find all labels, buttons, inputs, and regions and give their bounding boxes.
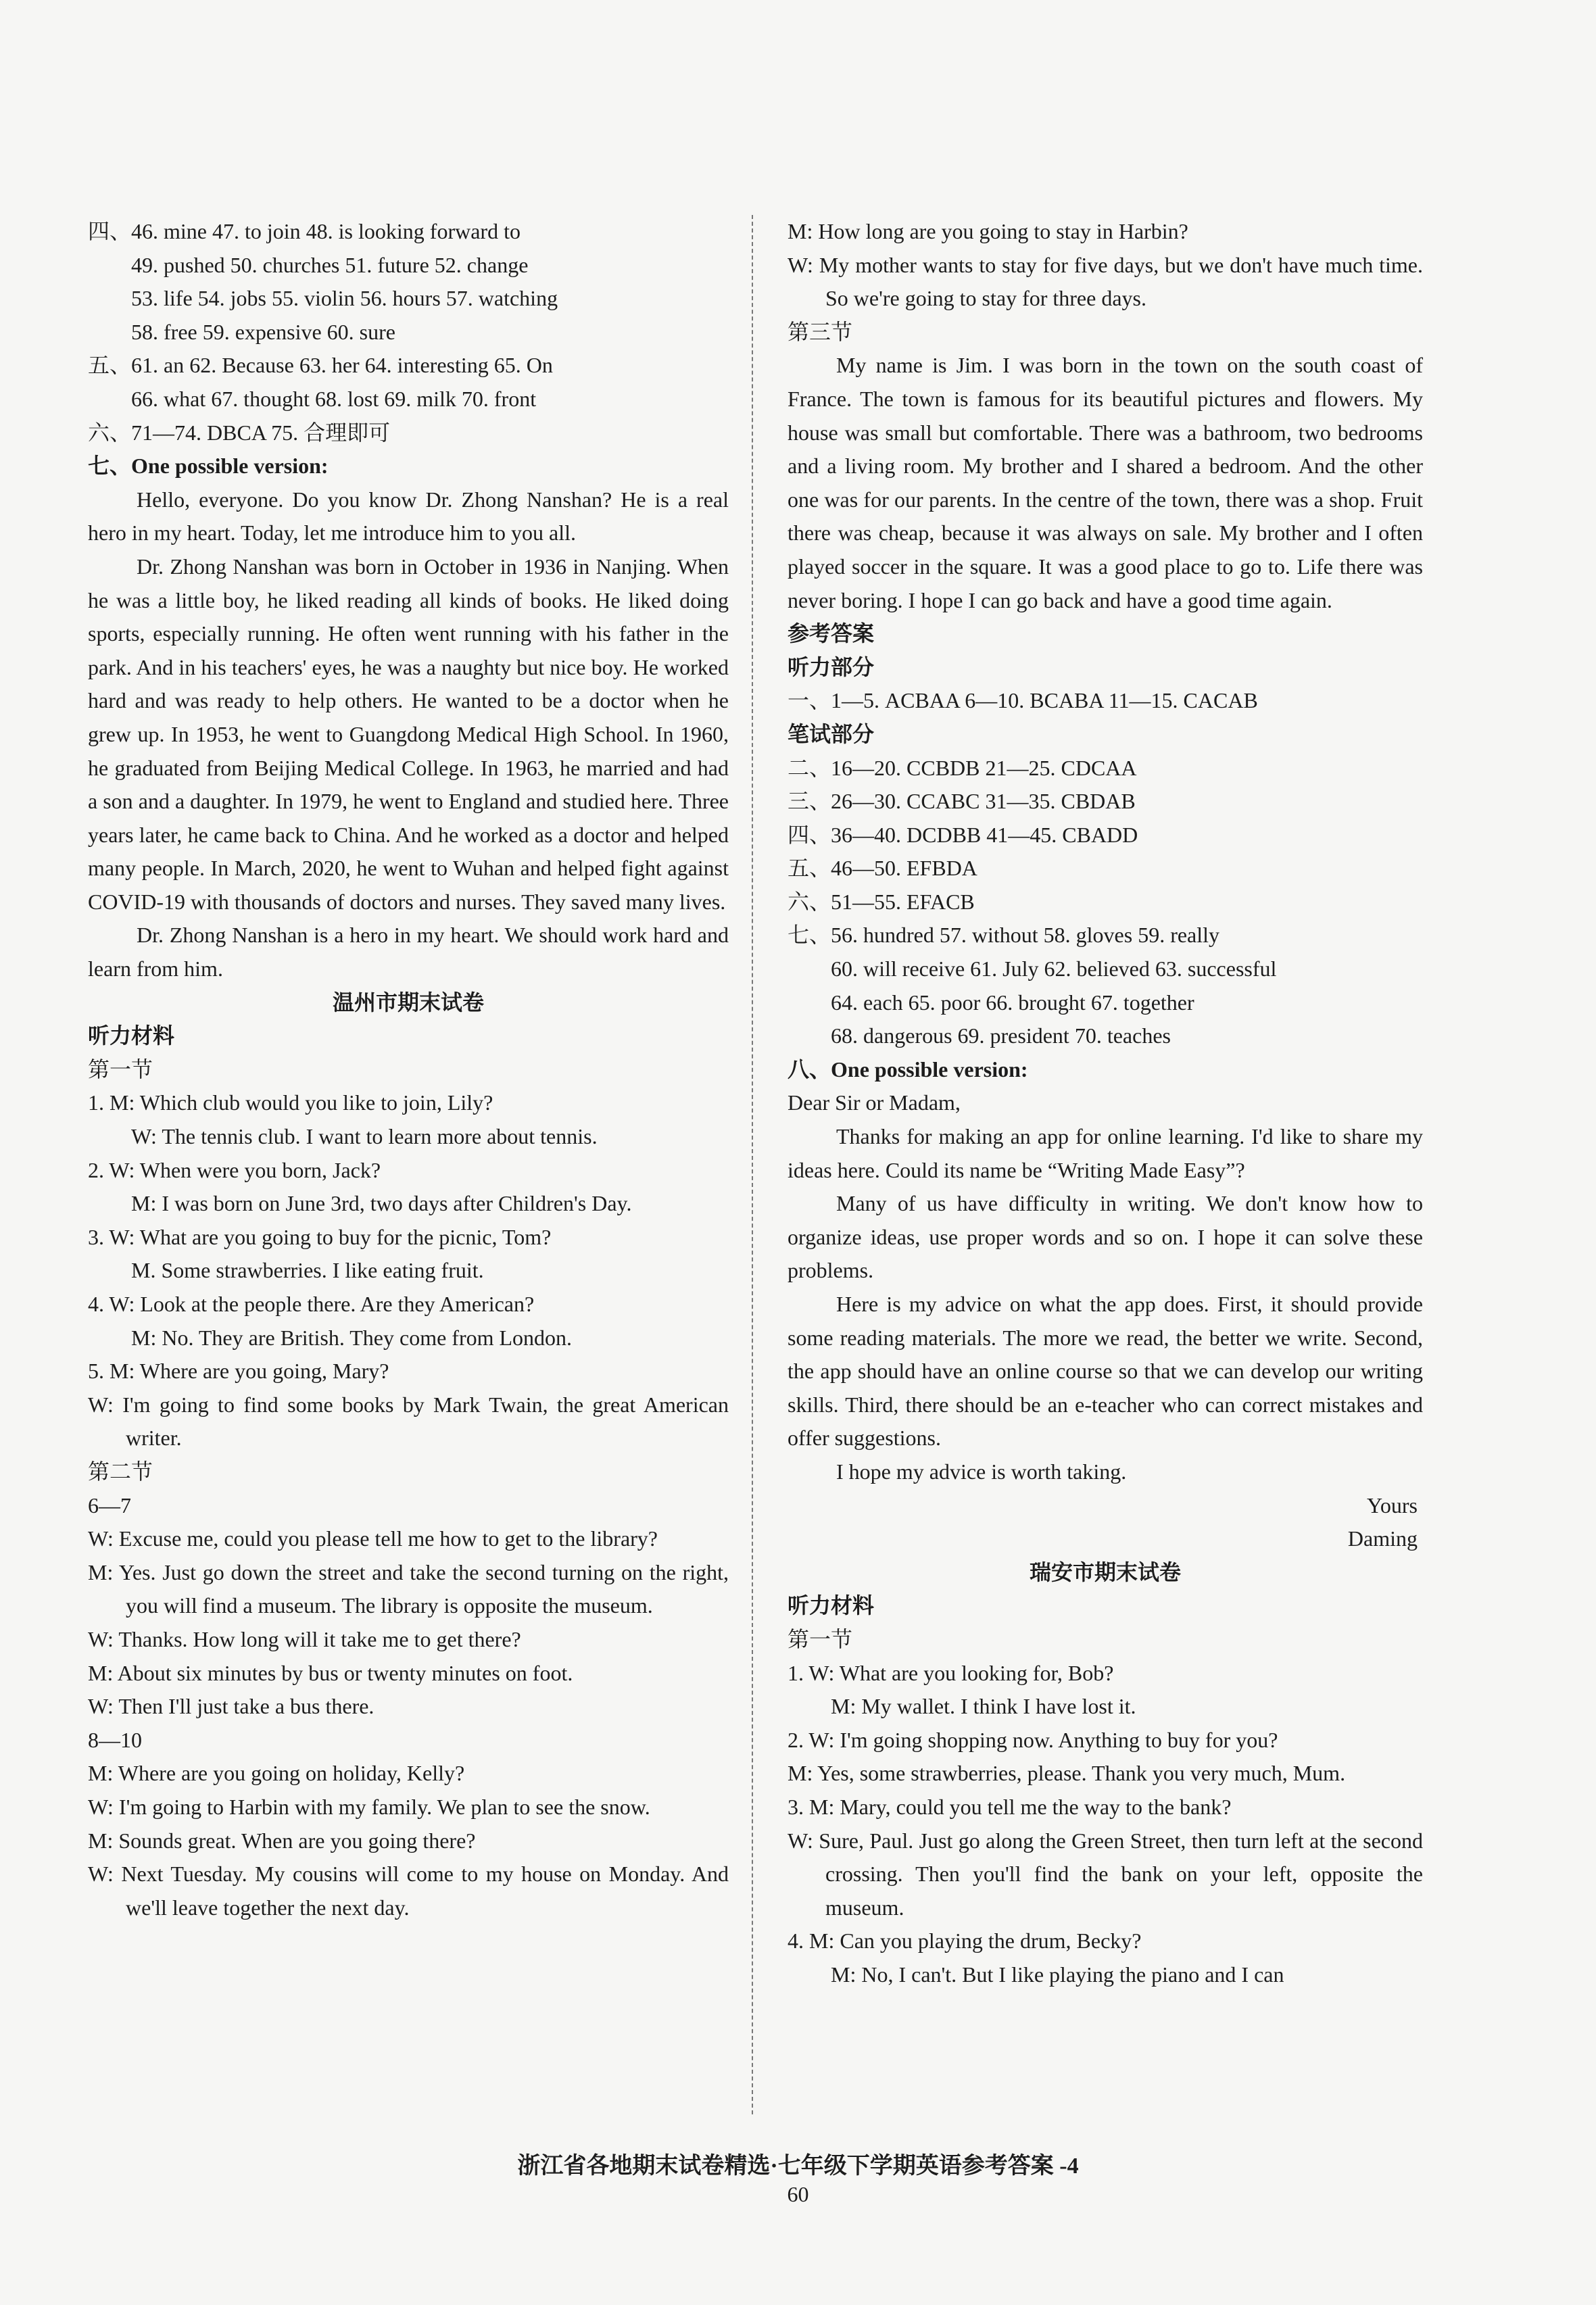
right-text-line: 听力材料 <box>788 1593 875 1618</box>
right-text-line: M: My wallet. I think I have lost it. <box>831 1694 1136 1719</box>
left-text-line: Dr. Zhong Nanshan was born in October in 1936 in Nanjing. When he was a little boy, he liked reading all kinds of books. He liked doing sports, especially running. He often went running with his father in the park. And in his teachers' eyes, he was a naughty but nice boy. He worked hard and was ready to help others. He wanted to be a doctor when he grew up. In 1953, he went to Guangdong Medical High School. In 1960, he graduated from Beijing Medical College. In 1963, he married and had a son and a daughter. In 1979, he went to England and studied here. Three years later, he came back to China. And he worked as a doctor and helped many people. In March, 2020, he went to Wuhan and helped fight against COVID-19 with thousands of doctors and nurses. They saved many lives. <box>88 554 729 914</box>
left-text-line: M: No. They are British. They come from London. <box>131 1325 573 1350</box>
right-text-line: My name is Jim. I was born in the town on the south coast of France. The town is famous for its beautiful pictures and flowers. My house was small but comfortable. There was a bathroom, two bedrooms and a living room. My brother and I shared a bedroom. And the other one was for our parents. In the centre of the town, there was a shop. Fruit there was cheap, because it was always on sale. My brother and I often played soccer in the square. It was a good place to go to. Life there was never boring. I hope I can go back and have a good time again. <box>788 353 1423 612</box>
left-text-line: 听力材料 <box>88 1023 175 1048</box>
left-text-line: 53. life 54. jobs 55. violin 56. hours 57. watching <box>131 286 558 311</box>
right-text-line: 参考答案 <box>788 621 875 646</box>
left-text-line: 1. M: Which club would you like to join, Lily? <box>88 1090 493 1115</box>
left-text-line: W: Then I'll just take a bus there. <box>88 1694 374 1719</box>
left-text-line: M: About six minutes by bus or twenty minutes on foot. <box>88 1660 573 1685</box>
right-text-line: 68. dangerous 69. president 70. teaches <box>831 1023 1171 1048</box>
left-text-line: W: I'm going to find some books by Mark Twain, the great American writer. <box>88 1392 729 1451</box>
left-text-line: W: Excuse me, could you please tell me how to get to the library? <box>88 1526 658 1551</box>
left-text-line: 6—7 <box>88 1493 131 1518</box>
right-text-line: 五、46—50. EFBDA <box>788 856 977 881</box>
right-text-line: 瑞安市期末试卷 <box>1029 1559 1181 1584</box>
left-text-line: 4. W: Look at the people there. Are they American? <box>88 1292 535 1316</box>
left-text-line: Hello, everyone. Do you know Dr. Zhong Nanshan? He is a real hero in my heart. Today, let me introduce him to you all. <box>88 487 729 545</box>
left-text-line: 58. free 59. expensive 60. sure <box>131 319 395 344</box>
right-text-line: 六、51—55. EFACB <box>788 889 975 914</box>
left-text-line: W: I'm going to Harbin with my family. We plan to see the snow. <box>88 1794 650 1819</box>
right-column <box>788 215 1423 1991</box>
page-number: 60 <box>787 2182 809 2206</box>
page-footer: 浙江省各地期末试卷精选·七年级下学期英语参考答案 -4 <box>517 2154 1079 2179</box>
left-column <box>88 215 729 1924</box>
right-text-line: 64. each 65. poor 66. brought 67. together <box>831 990 1194 1015</box>
left-text-line: M: I was born on June 3rd, two days after Children's Day. <box>131 1191 632 1216</box>
right-text-line: Daming <box>1347 1526 1418 1551</box>
right-text-line: Thanks for making an app for online learning. I'd like to share my ideas here. Could its name be “Writing Made Easy”? <box>788 1124 1423 1182</box>
left-text-line: 第二节 <box>88 1459 153 1484</box>
right-text-line: 三、26—30. CCABC 31—35. CBDAB <box>788 789 1136 814</box>
right-text-line: 第一节 <box>788 1626 853 1651</box>
right-text-line: Here is my advice on what the app does. First, it should provide some reading materials. The more we read, the better we write. Second, the app should have an online course so that we can develop our writing skills. Third, there should be an e-teacher who can correct mistakes and offer suggestions. <box>788 1292 1423 1451</box>
left-text-line: W: Next Tuesday. My cousins will come to my house on Monday. And we'll leave together the next day. <box>88 1862 729 1920</box>
left-text-line: 3. W: What are you going to buy for the picnic, Tom? <box>88 1224 552 1249</box>
left-text-line: 66. what 67. thought 68. lost 69. milk 70. front <box>131 386 537 411</box>
right-text-line: W: My mother wants to stay for five days, but we don't have much time. So we're going to stay for three days. <box>788 252 1423 311</box>
left-text-line: M. Some strawberries. I like eating fruit. <box>131 1258 484 1283</box>
left-text-line: M: Yes. Just go down the street and take the second turning on the right, you will find a museum. The library is opposite the museum. <box>88 1559 729 1618</box>
right-text-line: M: How long are you going to stay in Harbin? <box>788 219 1188 243</box>
left-text-line: Dr. Zhong Nanshan is a hero in my heart. We should work hard and learn from him. <box>88 923 729 981</box>
right-text-line: Yours <box>1366 1493 1418 1518</box>
right-text-line: I hope my advice is worth taking. <box>836 1459 1127 1484</box>
left-text-line: W: The tennis club. I want to learn more about tennis. <box>131 1124 598 1149</box>
right-text-line: 1. W: What are you looking for, Bob? <box>788 1660 1114 1685</box>
right-text-line: 4. M: Can you playing the drum, Becky? <box>788 1928 1142 1954</box>
left-text-line: 六、71—74. DBCA 75. 合理即可 <box>88 420 391 445</box>
left-text-line: 七、One possible version: <box>88 454 329 479</box>
right-text-line: 四、36—40. DCDBB 41—45. CBADD <box>788 822 1138 847</box>
left-text-line: 四、46. mine 47. to join 48. is looking forward to <box>88 219 521 243</box>
right-text-line: 一、1—5. ACBAA 6—10. BCABA 11—15. CACAB <box>788 688 1258 713</box>
right-text-line: 二、16—20. CCBDB 21—25. CDCAA <box>788 755 1137 780</box>
left-text-line: 五、61. an 62. Because 63. her 64. interesting 65. On <box>88 353 553 378</box>
right-text-line: Dear Sir or Madam, <box>788 1090 961 1115</box>
right-text-line: Many of us have difficulty in writing. We don't know how to organize ideas, use proper words and so on. I hope it can solve these problems. <box>788 1191 1423 1283</box>
left-text-line: M: Sounds great. When are you going there? <box>88 1828 476 1853</box>
right-text-line: 八、One possible version: <box>788 1057 1028 1082</box>
right-text-line: 听力部分 <box>788 654 875 679</box>
right-text-line: 3. M: Mary, could you tell me the way to the bank? <box>788 1794 1232 1819</box>
left-text-line: 8—10 <box>88 1727 142 1752</box>
left-text-line: W: Thanks. How long will it take me to get there? <box>88 1626 521 1651</box>
right-text-line: 2. W: I'm going shopping now. Anything to buy for you? <box>788 1727 1278 1752</box>
left-text-line: 2. W: When were you born, Jack? <box>88 1157 381 1182</box>
right-text-line: W: Sure, Paul. Just go along the Green Street, then turn left at the second crossing. Then you'll find the bank on your left, opposite the museum. <box>788 1828 1423 1920</box>
column-divider <box>752 215 753 2114</box>
right-text-line: 60. will receive 61. July 62. believed 63. successful <box>831 956 1277 981</box>
left-text-line: M: Where are you going on holiday, Kelly? <box>88 1761 465 1786</box>
right-text-line: 第三节 <box>788 319 853 344</box>
right-text-line: M: No, I can't. But I like playing the piano and I can <box>831 1962 1284 1987</box>
left-text-line: 温州市期末试卷 <box>332 990 484 1015</box>
right-text-line: 七、56. hundred 57. without 58. gloves 59. really <box>788 923 1220 948</box>
left-text-line: 49. pushed 50. churches 51. future 52. change <box>131 252 529 277</box>
right-text-line: M: Yes, some strawberries, please. Thank you very much, Mum. <box>788 1761 1346 1786</box>
right-text-line: 笔试部分 <box>788 721 875 746</box>
left-text-line: 第一节 <box>88 1057 153 1082</box>
left-text-line: 5. M: Where are you going, Mary? <box>88 1359 389 1384</box>
